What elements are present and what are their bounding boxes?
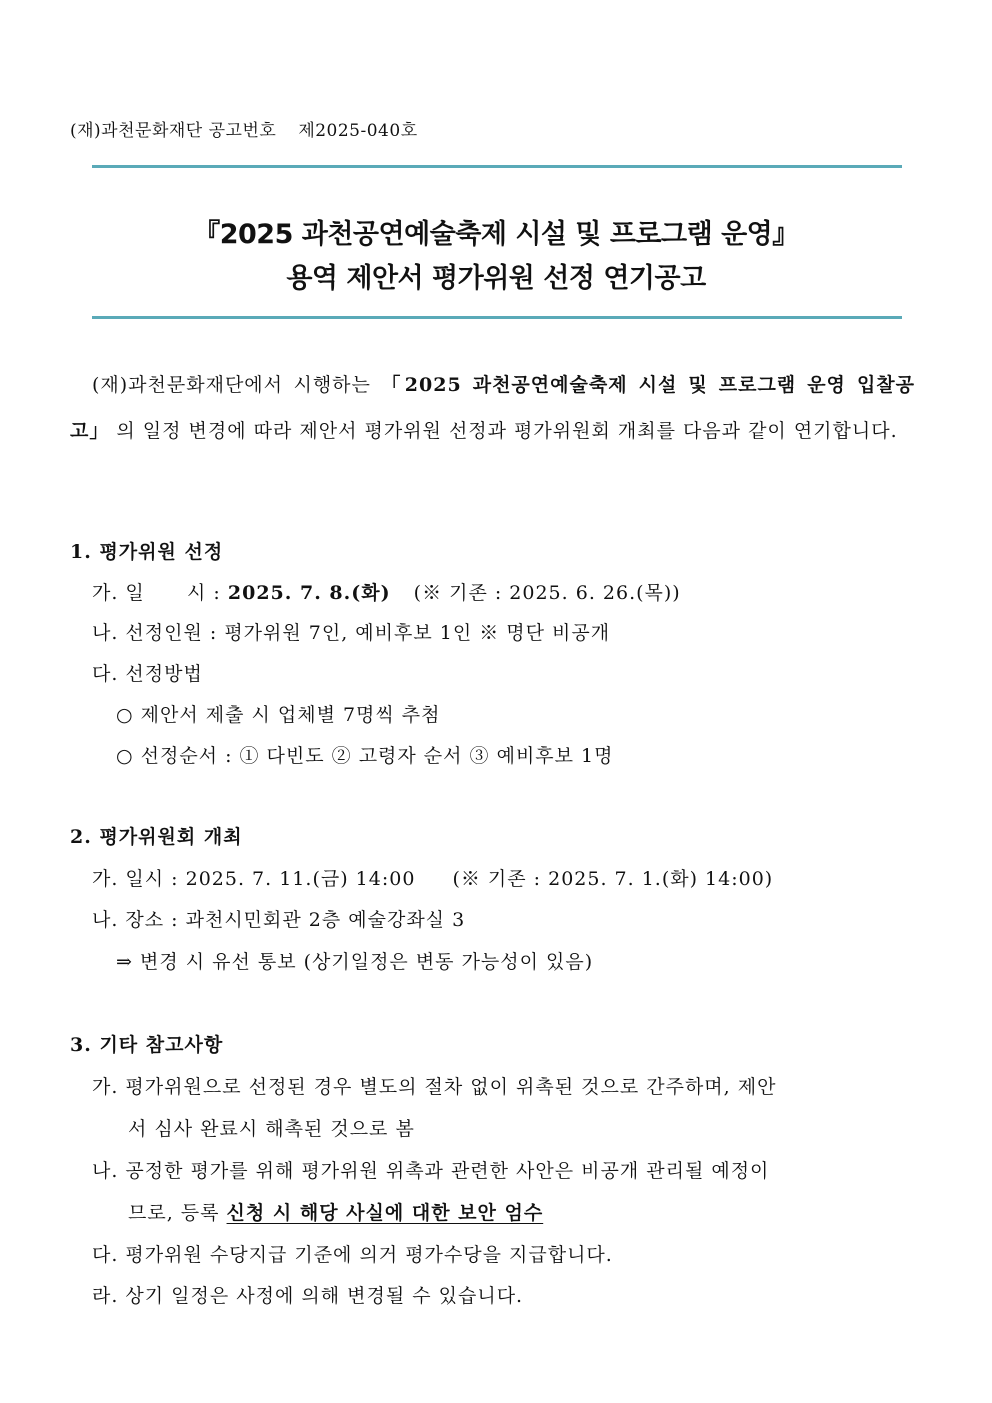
section-3-item-b-line-2 (128, 1198, 543, 1225)
section-1-item-a (92, 578, 681, 605)
meeting-datetime: 가. 일시 : 2025. 7. 11.(금) 14:00 (92, 868, 416, 890)
section-3-item-c: 다. 평가위원 수당지급 기준에 의거 평가수당을 지급합니다. (92, 1244, 613, 1266)
meeting-datetime-note: (※ 기존 : 2025. 7. 1.(화) 14:00) (452, 868, 774, 890)
section-2-heading: 2. 평가위원회 개최 (70, 826, 243, 848)
notice-number: 제2025-040호 (298, 121, 418, 141)
section-1-bullet-2: ○ 선정순서 : ① 다빈도 ② 고령자 순서 ③ 예비후보 1명 (116, 745, 614, 767)
item-b-prefix: 므로, 등록 (128, 1202, 220, 1224)
section-1-heading: 1. 평가위원 선정 (70, 541, 224, 563)
section-2-arrow-note: ⇒ 변경 시 유선 통보 (상기일정은 변동 가능성이 있음) (116, 951, 594, 973)
section-1-bullet-1: ○ 제안서 제출 시 업체별 7명씩 추첨 (116, 704, 441, 726)
intro-prefix: (재)과천문화재단에서 시행하는 (92, 374, 371, 396)
intro-paragraph (70, 362, 915, 454)
section-2-item-b: 나. 장소 : 과천시민회관 2층 예술강좌실 3 (92, 909, 466, 931)
section-3-item-a-line-2: 서 심사 완료시 해촉된 것으로 봄 (128, 1118, 415, 1140)
title-line-1: 『2025 과천공연예술축제 시설 및 프로그램 운영』 (193, 219, 799, 250)
announcement-number (70, 116, 418, 141)
schedule-value: 2025. 7. 8.(화) (227, 582, 391, 604)
section-2-item-a (92, 864, 773, 891)
section-1-item-b: 나. 선정인원 : 평가위원 7인, 예비후보 1인 ※ 명단 비공개 (92, 622, 611, 644)
bottom-divider (92, 316, 902, 319)
intro-bold-title: 「2025 과천공연예술축제 시설 및 프로그램 운영 입찰공고」 (70, 374, 916, 442)
section-3-item-a-line-1: 가. 평가위원으로 선정된 경우 별도의 절차 없이 위촉된 것으로 간주하며, 제안 (92, 1076, 777, 1098)
security-notice: 신청 시 해당 사실에 대한 보안 엄수 (226, 1202, 544, 1224)
section-1-item-c: 다. 선정방법 (92, 663, 203, 685)
intro-suffix: 의 일정 변경에 따라 제안서 평가위원 선정과 평가위원회 개최를 다음과 같이 연기합니다. (116, 420, 898, 442)
schedule-label: 가. 일 시 : (92, 582, 221, 604)
schedule-note: (※ 기존 : 2025. 6. 26.(목)) (413, 582, 681, 604)
org-name: (재)과천문화재단 공고번호 (70, 121, 277, 141)
section-3-item-d: 라. 상기 일정은 사정에 의해 변경될 수 있습니다. (92, 1285, 524, 1307)
top-divider (92, 165, 902, 168)
section-3-item-b-line-1: 나. 공정한 평가를 위해 평가위원 위촉과 관련한 사안은 비공개 관리될 예정이 (92, 1160, 770, 1182)
section-3-heading: 3. 기타 참고사항 (70, 1034, 224, 1056)
title-line-2: 용역 제안서 평가위원 선정 연기공고 (286, 263, 706, 294)
